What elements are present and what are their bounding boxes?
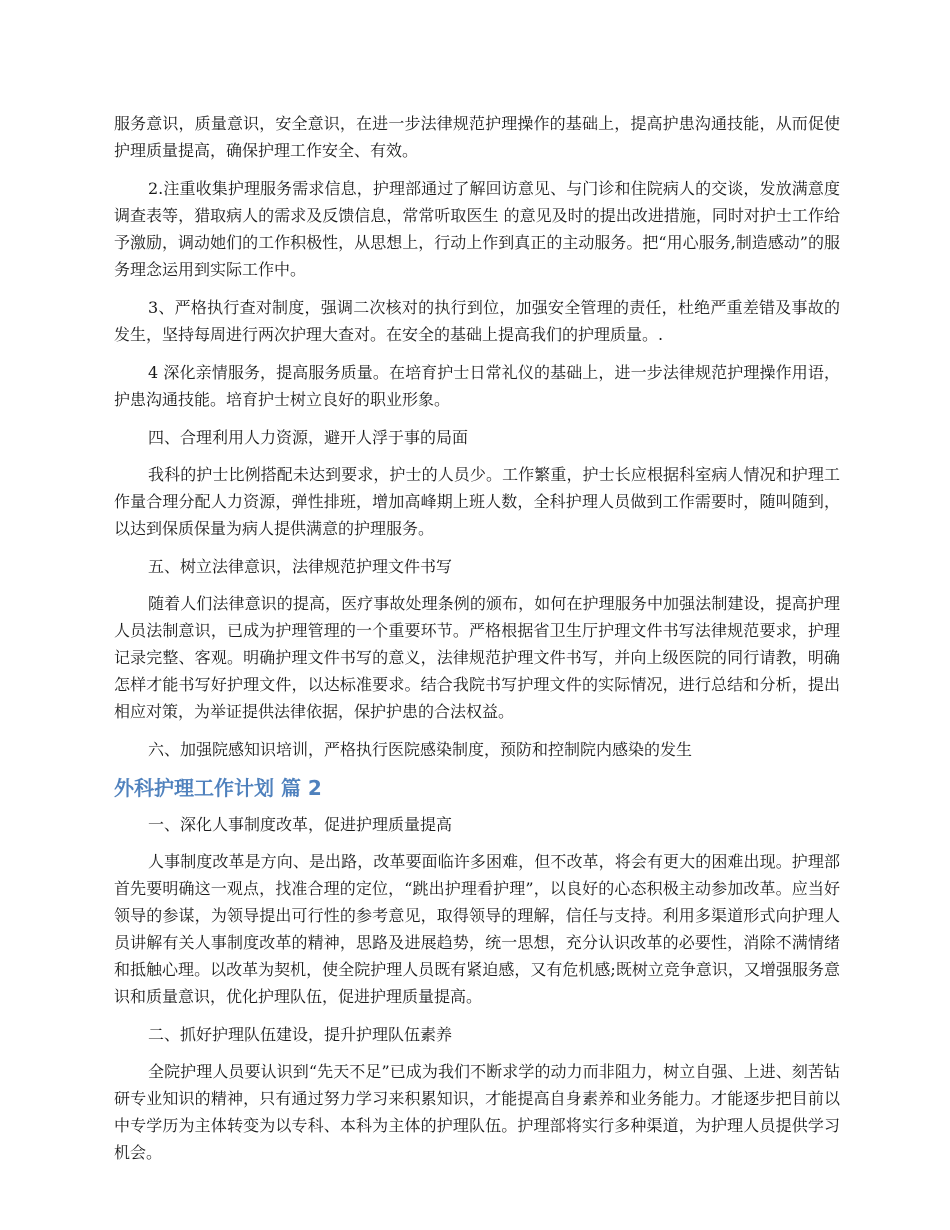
document-page [114, 110, 840, 1177]
heading-legal-awareness: 五、树立法律意识，法律规范护理文件书写 [148, 557, 453, 576]
paragraph-legal-documentation: 随着人们法律意识的提高，医疗事故处理条例的颁布，如何在护理服务中加强法制建设，提高护理人员法制意识，已成为护理管理的一个重要环节。严格根据省卫生厅护理文件书写法律规范要求，护理记录完整、客观。明确护理文件书写的意义，法律规范护理文件书写，并向上级医院的同行请教，明确怎样才能书写好护理文件，以达标准要求。结合我院书写护理文件的实际情况，进行总结和分析，提出相应对策，为举证提供法律依据，保护护患的合法权益。 [114, 594, 840, 721]
paragraph-service-awareness: 服务意识，质量意识，安全意识，在进一步法律规范护理操作的基础上，提高护患沟通技能，从而促使护理质量提高，确保护理工作安全、有效。 [114, 114, 840, 160]
paragraph-staffing: 我科的护士比例搭配未达到要求，护士的人员少。工作繁重，护士长应根据科室病人情况和护理工作量合理分配人力资源，弹性排班，增加高峰期上班人数，全科护理人员做到工作需要时，随叫随到，以达到保质保量为病人提供满意的护理服务。 [114, 465, 840, 538]
heading-team-building: 二、抓好护理队伍建设，提升护理队伍素养 [148, 1025, 453, 1044]
paragraph-collect-needs: 2.注重收集护理服务需求信息，护理部通过了解回访意见、与门诊和住院病人的交谈，发放满意度调查表等，猎取病人的需求及反馈信息，常常听取医生 的意见及时的提出改进措施，同时对护士工作给予激励，调动她们的工作积极性，从思想上，行动上作到真正的主动服务。把“用心服务,制造感动”的服务理念运用到实际工作中。 [114, 179, 840, 279]
paragraph-verification-system: 3、严格执行查对制度，强调二次核对的执行到位，加强安全管理的责任，杜绝严重差错及事故的发生，坚持每周进行两次护理大查对。在安全的基础上提高我们的护理质量。. [114, 298, 840, 344]
paragraph-team-building: 全院护理人员要认识到“先天不足”已成为我们不断求学的动力而非阻力，树立自强、上进、刻苦钻研专业知识的精神，只有通过努力学习来积累知识，才能提高自身素养和业务能力。才能逐步把目前以中专学历为主体转变为以专科、本科为主体的护理队伍。护理部将实行多种渠道，为护理人员提供学习机会。 [114, 1062, 840, 1162]
heading-infection-control: 六、加强院感知识培训，严格执行医院感染制度，预防和控制院内感染的发生 [148, 740, 693, 759]
section-title-plan-2: 外科护理工作计划 篇 2 [114, 776, 322, 800]
paragraph-family-service: 4 深化亲情服务，提高服务质量。在培育护士日常礼仪的基础上，进一步法律规范护理操作用语，护患沟通技能。培育护士树立良好的职业形象。 [114, 363, 840, 409]
heading-personnel-reform: 一、深化人事制度改革，促进护理质量提高 [148, 815, 453, 834]
paragraph-personnel-reform: 人事制度改革是方向、是出路，改革要面临许多困难，但不改革，将会有更大的困难出现。护理部首先要明确这一观点，找准合理的定位，“跳出护理看护理”，以良好的心态积极主动参加改革。应当好领导的参谋，为领导提出可行性的参考意见，取得领导的理解，信任与支持。利用多渠道形式向护理人员讲解有关人事制度改革的精神，思路及进展趋势，统一思想，充分认识改革的必要性，消除不满情绪和抵触心理。以改革为契机，使全院护理人员既有紧迫感，又有危机感;既树立竞争意识，又增强服务意识和质量意识，优化护理队伍，促进护理质量提高。 [114, 852, 840, 1006]
heading-human-resources: 四、合理利用人力资源，避开人浮于事的局面 [148, 428, 469, 447]
